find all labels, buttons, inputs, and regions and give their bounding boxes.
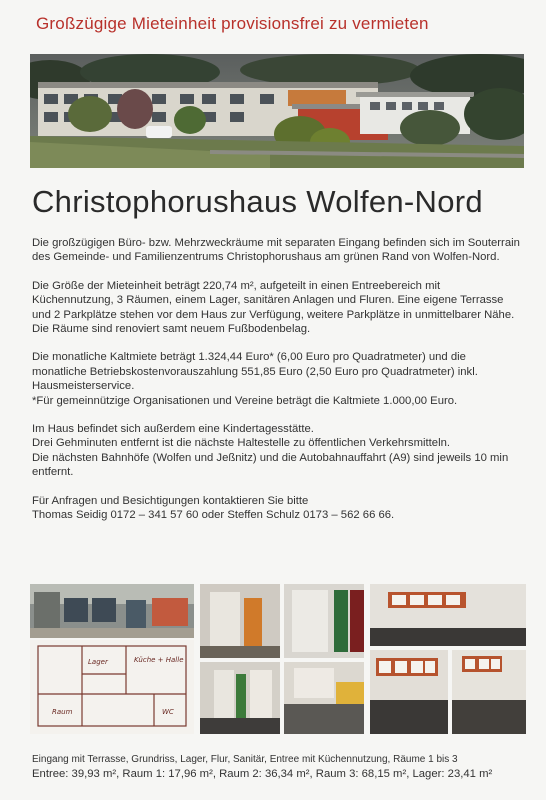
- headline: Großzügige Mieteinheit provisionsfrei zu vermieten: [36, 14, 429, 33]
- paragraph-location: Die großzügigen Büro- bzw. Mehrzweckräume mit separaten Eingang befinden sich im Souterrain des Gemeinde- und Familienzentrums Christophorushaus am grünen Rand von Wolfen-Nord.: [32, 237, 520, 264]
- building-illustration: [30, 54, 524, 168]
- floorplan-label-wc: WC: [162, 708, 174, 716]
- corridor-and-sanitary-image: [200, 584, 364, 734]
- rooms-image: [370, 584, 526, 734]
- caption-line-rooms: Eingang mit Terrasse, Grundriss, Lager, Flur, Sanitär, Entree mit Küchennutzung, Räume 1 bis 3: [32, 754, 458, 765]
- photo-entrance-floorplan: [30, 584, 194, 734]
- floorplan-label-storage: Lager: [88, 658, 108, 666]
- building-photo: [30, 54, 524, 168]
- paragraph-surroundings: Im Haus befindet sich außerdem eine Kindertagesstätte. Drei Gehminuten entfernt ist die nächste Haltestelle zu öffentlichen Verkehrsmitteln. Die nächsten Bahnhöfe (Wolfen und Jeßnitz) und die Autobahnauffahrt (A9) sind jeweils 10 min entfernt.: [32, 423, 509, 479]
- photo-corridor-sanitary: [200, 584, 364, 734]
- entrance-and-floorplan-image: [30, 584, 194, 734]
- paragraph-size: Die Größe der Mieteinheit beträgt 220,74 m², aufgeteilt in einen Entreebereich mit Küchennutzung, 3 Räumen, einem Lager, sanitären Anlagen und Fluren. Eine eigene Terrasse und 2 Parkplätze stehen vor dem Haus zur Verfügung, weitere Parkplätze in unmittelbarer Nähe. Die Räume sind renoviert samt neuem Fußbodenbelag.: [32, 279, 515, 336]
- description: [32, 236, 522, 537]
- paragraph-contact: Für Anfragen und Besichtigungen kontaktieren Sie bitte Thomas Seidig 0172 – 341 57 60 oder Steffen Schulz 0173 – 562 66 66.: [32, 494, 395, 522]
- paragraph-rent: Die monatliche Kaltmiete beträgt 1.324,44 Euro* (6,00 Euro pro Quadratmeter) und die monatliche Betriebskostenvorauszahlung 551,85 Euro (2,50 Euro pro Quadratmeter) inkl. Hausmeisterservice. *Für gemeinnützige Organisationen und Vereine beträgt die Kaltmiete 1.000,00 Euro.: [32, 351, 478, 407]
- page-title: Christophorushaus Wolfen-Nord: [32, 184, 483, 219]
- photo-captions: [32, 752, 524, 782]
- floorplan-label-kitchen: Küche + Halle: [134, 656, 184, 664]
- photo-rooms: [370, 584, 526, 734]
- caption-line-areas: Entree: 39,93 m², Raum 1: 17,96 m², Raum 2: 36,34 m², Raum 3: 68,15 m², Lager: 23,41 m²: [32, 768, 493, 780]
- floorplan-label-room: Raum: [52, 708, 73, 716]
